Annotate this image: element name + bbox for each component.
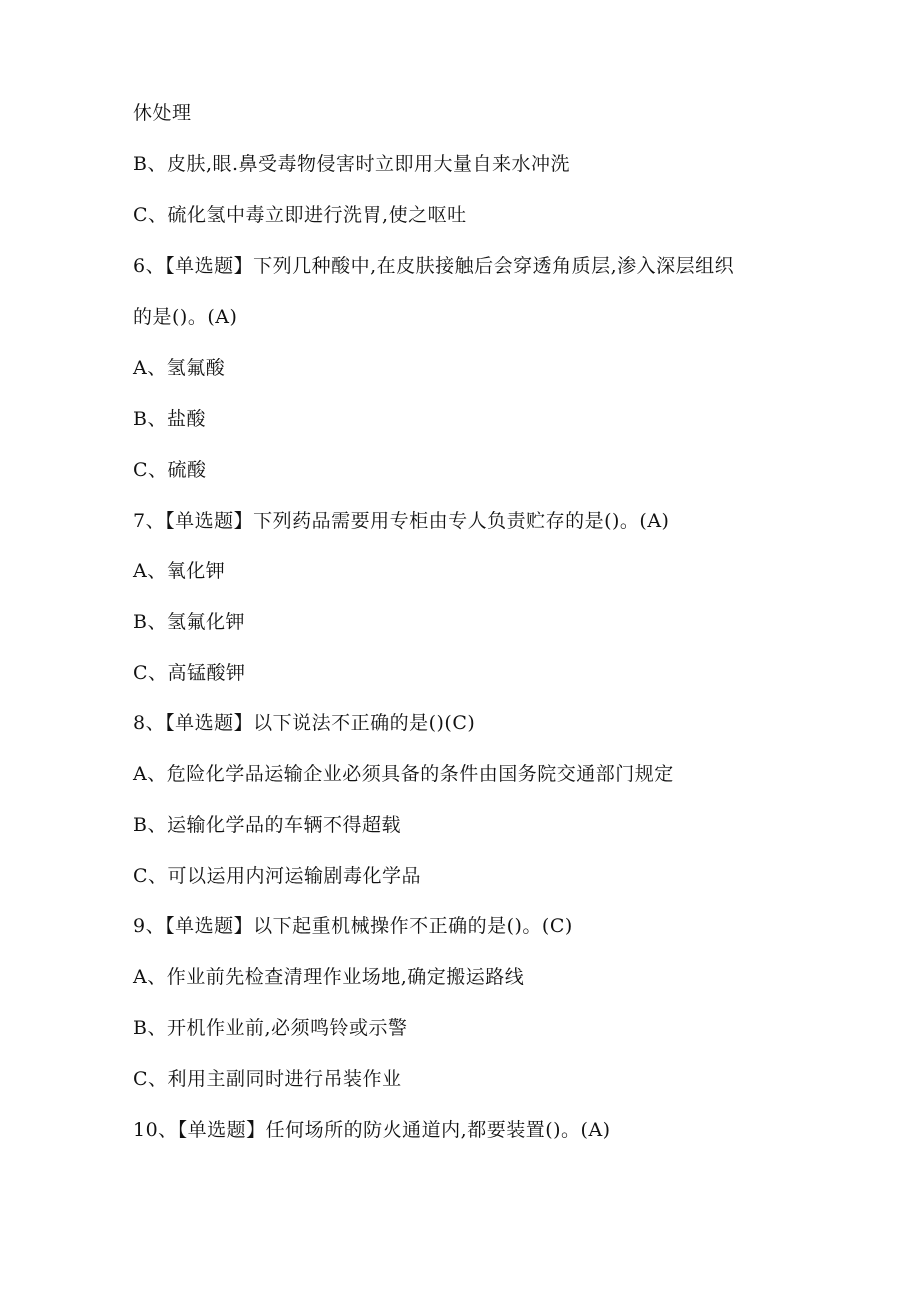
question-6-continued: 的是()。(A) xyxy=(133,306,238,328)
option-c: C、高锰酸钾 xyxy=(133,662,246,684)
question-7: 7、【单选题】下列药品需要用专柜由专人负责贮存的是()。(A) xyxy=(133,510,670,532)
option-a: A、危险化学品运输企业必须具备的条件由国务院交通部门规定 xyxy=(133,763,674,785)
question-8: 8、【单选题】以下说法不正确的是()(C) xyxy=(133,712,476,734)
text-line: 休处理 xyxy=(133,102,192,124)
option-b: B、皮肤,眼.鼻受毒物侵害时立即用大量自来水冲洗 xyxy=(133,153,571,175)
option-c: C、利用主副同时进行吊装作业 xyxy=(133,1068,402,1090)
option-b: B、运输化学品的车辆不得超载 xyxy=(133,814,401,836)
question-6: 6、【单选题】下列几种酸中,在皮肤接触后会穿透角质层,渗入深层组织 xyxy=(133,255,735,277)
option-c: C、可以运用内河运输剧毒化学品 xyxy=(133,865,422,887)
question-9: 9、【单选题】以下起重机械操作不正确的是()。(C) xyxy=(133,915,573,937)
option-a: A、氧化钾 xyxy=(133,560,226,582)
option-b: B、氢氟化钾 xyxy=(133,611,245,633)
option-b: B、盐酸 xyxy=(133,408,206,430)
option-c: C、硫酸 xyxy=(133,459,207,481)
option-a: A、氢氟酸 xyxy=(133,357,226,379)
option-b: B、开机作业前,必须鸣铃或示警 xyxy=(133,1017,408,1039)
option-a: A、作业前先检查清理作业场地,确定搬运路线 xyxy=(133,966,525,988)
question-10: 10、【单选题】任何场所的防火通道内,都要装置()。(A) xyxy=(133,1119,611,1141)
option-c: C、硫化氢中毒立即进行洗胃,使之呕吐 xyxy=(133,204,467,226)
